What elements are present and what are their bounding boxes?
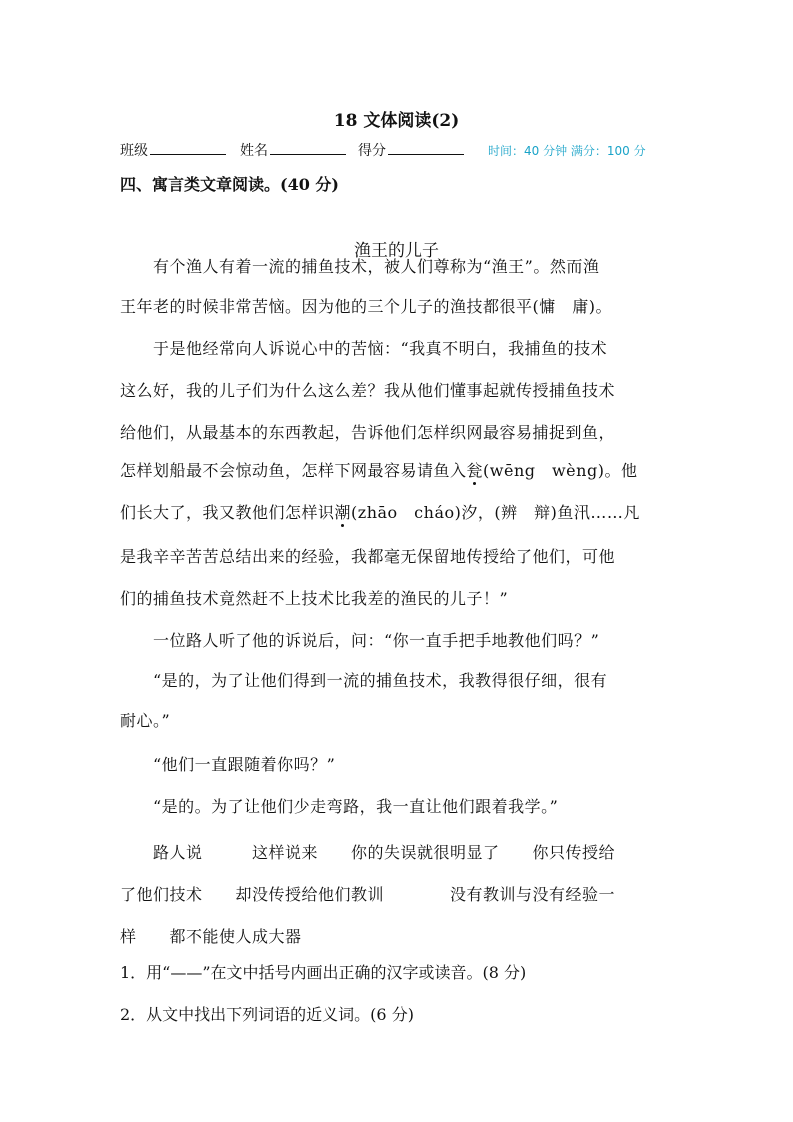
score-field	[358, 140, 464, 160]
story-text: 怎样划船最不会惊动鱼，怎样下网最容易请鱼入	[120, 461, 467, 480]
story-line: 一位路人听了他的诉说后，问：“你一直手把手地教他们吗？”	[120, 631, 600, 650]
story-text: (wēng wèng)。他	[483, 461, 638, 480]
story-line	[120, 500, 640, 523]
story-title: 渔王的儿子	[354, 241, 439, 261]
name-label: 姓名	[240, 143, 268, 159]
story-line: “他们一直跟随着你吗？”	[120, 755, 336, 774]
story-line: “是的。为了让他们少走弯路，我一直让他们跟着我学。”	[120, 797, 559, 816]
story-text: 们长大了，我又教他们怎样识	[120, 503, 335, 522]
story-line: 耐心。”	[120, 711, 171, 730]
score-blank	[388, 140, 464, 155]
story-line: 是我辛辛苦苦总结出来的经验，我都毫无保留地传授给了他们，可他	[120, 547, 616, 566]
story-line: 这么好，我的儿子们为什么这么差？我从他们懂事起就传授捕鱼技术	[120, 381, 616, 400]
story-line: 们的捕鱼技术竟然赶不上技术比我差的渔民的儿子！”	[120, 589, 509, 608]
story-line: 了他们技术 却没传授给他们教训 没有教训与没有经验一	[120, 885, 616, 904]
section-heading: 四、寓言类文章阅读。(40 分)	[120, 175, 339, 194]
name-field	[240, 140, 346, 160]
name-blank	[270, 140, 346, 155]
story-line: 有个渔人有着一流的捕鱼技术，被人们尊称为“渔王”。然而渔	[120, 257, 600, 276]
score-label: 得分	[358, 143, 386, 159]
story-line: 样 都不能使人成大器	[120, 927, 302, 946]
dotted-char: 潮	[334, 503, 352, 522]
question-1: 1．用“——”在文中括号内画出正确的汉字或读音。(8 分)	[120, 963, 527, 982]
story-line: 王年老的时候非常苦恼。因为他的三个儿子的渔技都很平(慵 庸)。	[120, 297, 612, 316]
page-title: 18 文体阅读(2)	[333, 111, 460, 131]
story-line: 给他们，从最基本的东西教起，告诉他们怎样织网最容易捕捉到鱼，	[120, 423, 616, 442]
time-info: 时间：40 分钟 满分：100 分	[488, 144, 646, 158]
story-line: 路人说 这样说来 你的失误就很明显了 你只传授给	[120, 843, 616, 862]
dotted-char: 瓮	[466, 461, 484, 480]
story-line: 于是他经常向人诉说心中的苦恼：“我真不明白，我捕鱼的技术	[120, 339, 608, 358]
story-text: (zhāo cháo)汐，(辨 辩)鱼汛……凡	[351, 503, 640, 522]
question-2: 2．从文中找出下列词语的近义词。(6 分)	[120, 1005, 414, 1024]
story-line	[120, 458, 637, 481]
class-label: 班级	[120, 143, 148, 159]
class-blank	[150, 140, 226, 155]
story-line: “是的，为了让他们得到一流的捕鱼技术，我教得很仔细，很有	[120, 671, 608, 690]
class-field	[120, 140, 226, 160]
